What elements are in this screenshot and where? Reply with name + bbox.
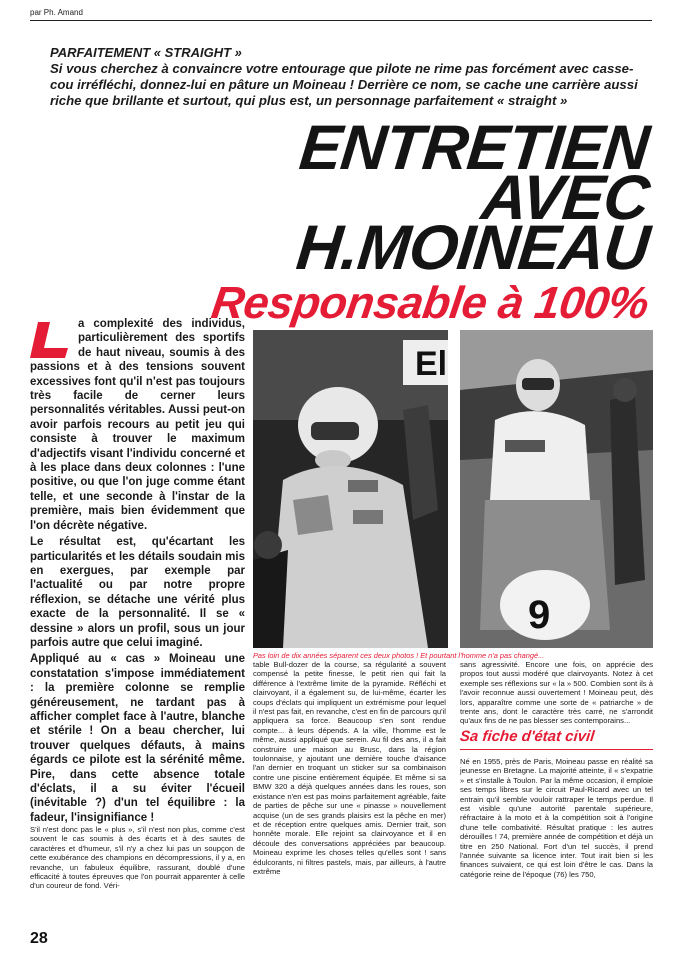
photo-rider-1984	[460, 330, 653, 648]
section-title: Sa fiche d'état civil	[459, 728, 596, 745]
lead-paragraph-1	[30, 317, 245, 533]
lead-column	[30, 317, 245, 827]
byline: par Ph. Amand	[30, 8, 83, 17]
rider-photo-right	[460, 330, 653, 648]
subtitle: Responsable à 100%	[208, 277, 652, 328]
body-column-3-top: sans agressivité. Encore une fois, on apprécie des propos tout aussi modéré que clairvoyants. Notez à cet exemple ses réflexions sur « la » 500. Combien sont ils à l'avoir reconnue aussi ouvertement ! Moineau peut, dès lors, apparaître comme une sorte de « patriarche » de trente ans, dont le caractère très carré, ne s'arrondit qu'aux fins de ne pas blesser ses contemporains...	[460, 660, 653, 726]
sign-text: El	[415, 345, 448, 383]
title-line-1: ENTRETIEN	[296, 113, 652, 183]
drop-cap-l-icon	[30, 320, 72, 360]
body-column-2: table Bull-dozer de la course, sa régularité a souvent compensé la petite finesse, le petit rien qui fait la différence à l'extrême limite de la pyramide. Réfléchi et clairvoyant, il a également su, de lui-même, écarter les coups d'éclats qui impliquent un extrémisme pour lequel il n'est pas fait, en revanche, c'est en fin de parcours qu'il appliquera sa force. Beaucoup s'en sont rendue compte... à leurs dépends. A la ville, l'homme est le même, aussi appliqué que serein. Au fil des ans, il a fait construire une maison au Brusc, dans la région toulonnaise, y ajoutant une dernière touche d'aisance l'an dernier en troquant un sticker sur sa combinaison contre une piscine entièrement équipée. Et même si sa BMW 320 a déjà quelques années dans les roues, son existance n'en est pas moins parfaitement agréable, faite de parties de pêche sur une « pinasse » nouvellement acquise (un de ses grands plaisirs est la pêche en mer) et de réception entre quelques amis. Dernier trait, son honnête morale. Elle rejoint sa clairvoyance et il en découle des conversations appréciées par beaucoup. Moineau exprime les choses telles qu'elles sont ! sans édulcorants, ni filtres pastels, mais, par ailleurs, à l'autre extrême	[253, 660, 446, 876]
rider-photo-left	[253, 330, 448, 648]
intro-text: Si vous cherchez à convaincre votre entourage que pilote ne rime pas forcément avec casse-cou irréfléchi, donnez-lui en pâture un Moineau ! Derrière ce nom, se cache une carrière aussi riche que brillante et surtout, qui plus est, un personnage parfaitement « straight »	[50, 61, 638, 108]
title-line-2: AVEC	[477, 163, 652, 233]
lead-paragraph-3: Appliqué au « cas » Moineau une constatation s'impose immédiatement : la première colonne se remplie généreusement, ne tardant pas à afficher complet face à l'autre, blanche et stérile ! On a beau chercher, lui trouver quelques défauts, à mains égards ce pilote est la sérénité même. Pire, dans cette absence totale d'éclats, il a su éviter l'écueil (inévitable ?) d'un tel équilibre : la fadeur, l'insignifiance !	[30, 653, 245, 824]
race-number: 9	[528, 593, 551, 637]
kicker: PARFAITEMENT « STRAIGHT »	[50, 45, 242, 60]
body-column-3: Né en 1955, près de Paris, Moineau passe en réalité sa jeunesse en Bretagne. La majorité atteinte, il « s'expatrie » et s'installe à Toulon. Par la même occasion, il emploie ses temps libres sur le circuit Paul-Ricard avec un tel entrain qu'il semble vouloir rattraper le temps perdue. Il est visible qu'une autorité parentale supérieure, réfractaire à la moto et à la compétition soit à l'origine d'une telle combativité. Résultat pratique : les autres dérouilles ! 74, première année de compétition et déjà un titre en 250 National. Fort d'un tel succès, il prend l'année suivante sa licence inter. Tout irait bien si les finances suivaient, ce qui est loin d'être le cas. Dans la catégorie reine de l'époque (76) les 750,	[460, 757, 653, 879]
lead-paragraph-2: Le résultat est, qu'écartant les particularités et les détails soudain mis en exergues, par exemple par l'actualité ou par notre propre réflexion, se détache une vérité plus exacte de la personnalité. Il se « dessine » alors un profil, sous un jour parfois autre que celui imaginé.	[30, 536, 245, 649]
section-rule	[460, 749, 653, 750]
photo-caption: Pas loin de dix années séparent ces deux photos ! Et pourtant l'homme n'a pas changé...	[253, 651, 545, 660]
lead-text-1: a complexité des individus, particulièrement des sportifs de haut niveau, soumis à des passions et à des tensions souvent excessives font qu'il n'est pas toujours très facile de cerner leurs personnalités véritables. Aussi peut-on avoir parfois recours au petit jeu qui consiste à trouver le maximum d'adjectifs visant l'individu concerné et à les place dans deux colonnes : l'une positive, ou que l'on juge comme étant telle, et une seconde à l'instar de la première, mais bien évidemment que l'on décrète négative.	[30, 318, 245, 532]
page-number: 28	[30, 930, 48, 947]
header-rule	[30, 20, 652, 21]
title-line-3: H.MOINEAU	[292, 213, 652, 283]
body-column-1: S'il n'est donc pas le « plus », s'il n'est non plus, comme c'est souvent le cas soumis à des écarts et à des sautes de caractères et d'humeur, s'il n'y a chez lui pas un soupçon de cette exubérance des champions en décompressions, il y a, en revanche, un fabuleux équilibre, rassurant, doublé d'une efficacité à toutes épreuves que l'on pourrait apparenter à celle d'un coureur de fond. Véri-	[30, 825, 245, 891]
photo-rider-1975	[253, 330, 448, 648]
